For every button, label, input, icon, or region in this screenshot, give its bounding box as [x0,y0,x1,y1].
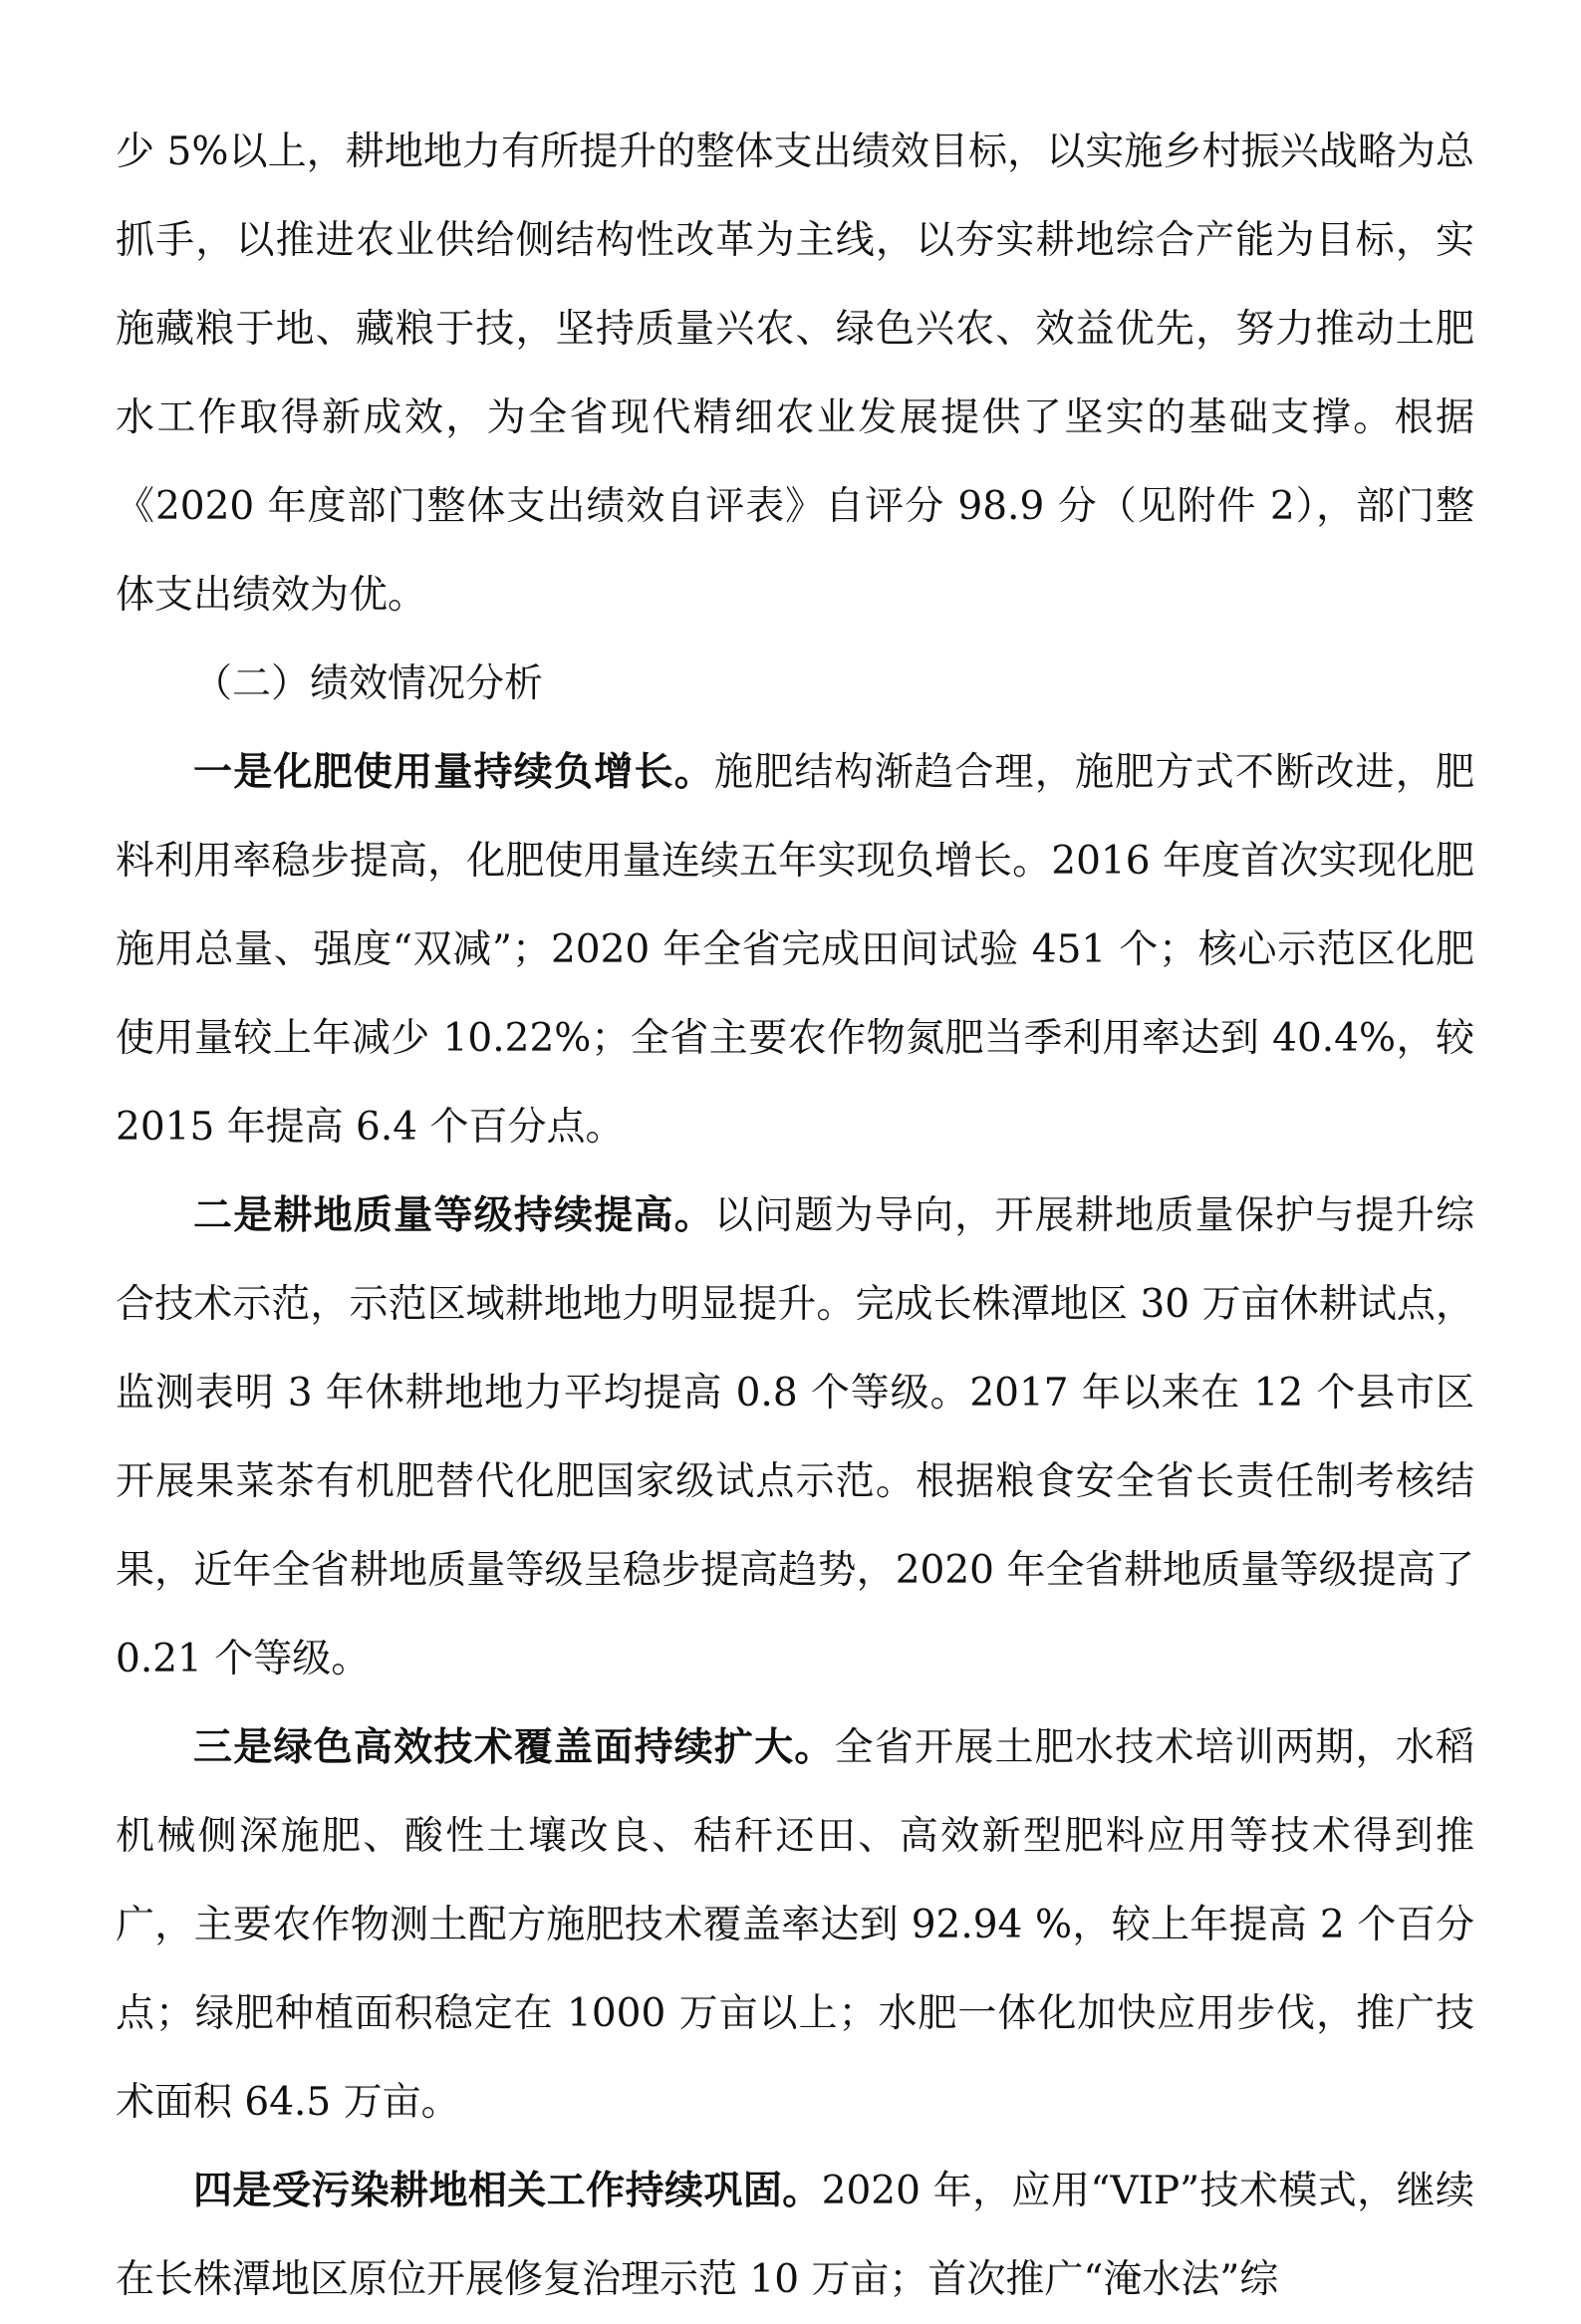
paragraph-continued [116,108,1474,640]
point-text: 以问题为导向，开展耕地质量保护与提升综合技术示范，示范区域耕地地力明显提升。完成长株潭地区 30 万亩休耕试点，监测表明 3 年休耕地地力平均提高 0.8 个等级。2017 年以来在 12 个县市区开展果菜茶有机肥替代化肥国家级试点示范。根据粮食安全省长责任制考核结果，近年全省耕地质量等级呈稳步提高趋势，2020 年全省耕地质量等级提高了 0.21 个等级。 [116,1193,1474,1681]
point-paragraph-3 [116,1703,1474,2147]
point-text: 全省开展土肥水技术培训两期，水稻机械侧深施肥、酸性土壤改良、秸秆还田、高效新型肥料应用等技术得到推广，主要农作物测土配方施肥技术覆盖率达到 92.94 %，较上年提高 2 个百分点；绿肥种植面积稳定在 1000 万亩以上；水肥一体化加快应用步伐，推广技术面积 64.5 万亩。 [116,1725,1474,2125]
point-lead: 三是绿色高效技术覆盖面持续扩大。 [193,1725,835,1770]
point-lead: 二是耕地质量等级持续提高。 [193,1193,714,1238]
document-body [116,108,1474,2324]
point-lead: 四是受污染耕地相关工作持续巩固。 [193,2169,822,2213]
section-heading: （二）绩效情况分析 [193,661,544,706]
point-lead: 一是化肥使用量持续负增长。 [193,750,714,795]
point-paragraph-2 [116,1171,1474,1703]
paragraph-text: 少 5%以上，耕地地力有所提升的整体支出绩效目标，以实施乡村振兴战略为总抓手，以推进农业供给侧结构性改革为主线，以夯实耕地综合产能为目标，实施藏粮于地、藏粮于技，坚持质量兴农、绿色兴农、效益优先，努力推动土肥水工作取得新成效，为全省现代精细农业发展提供了坚实的基础支撑。根据《2020 年度部门整体支出绩效自评表》自评分 98.9 分（见附件 2），部门整体支出绩效为优。 [116,129,1474,618]
point-text: 2020 年，应用“VIP”技术模式，继续在长株潭地区原位开展修复治理示范 10 万亩；首次推广“淹水法”综 [116,2169,1474,2302]
point-paragraph-1 [116,728,1474,1171]
point-paragraph-4 [116,2147,1474,2324]
point-text: 施肥结构渐趋合理，施肥方式不断改进，肥料利用率稳步提高，化肥使用量连续五年实现负增长。2016 年度首次实现化肥施用总量、强度“双减”；2020 年全省完成田间试验 451 个；核心示范区化肥使用量较上年减少 10.22%；全省主要农作物氮肥当季利用率达到 40.4%，较 2015 年提高 6.4 个百分点。 [116,750,1474,1150]
